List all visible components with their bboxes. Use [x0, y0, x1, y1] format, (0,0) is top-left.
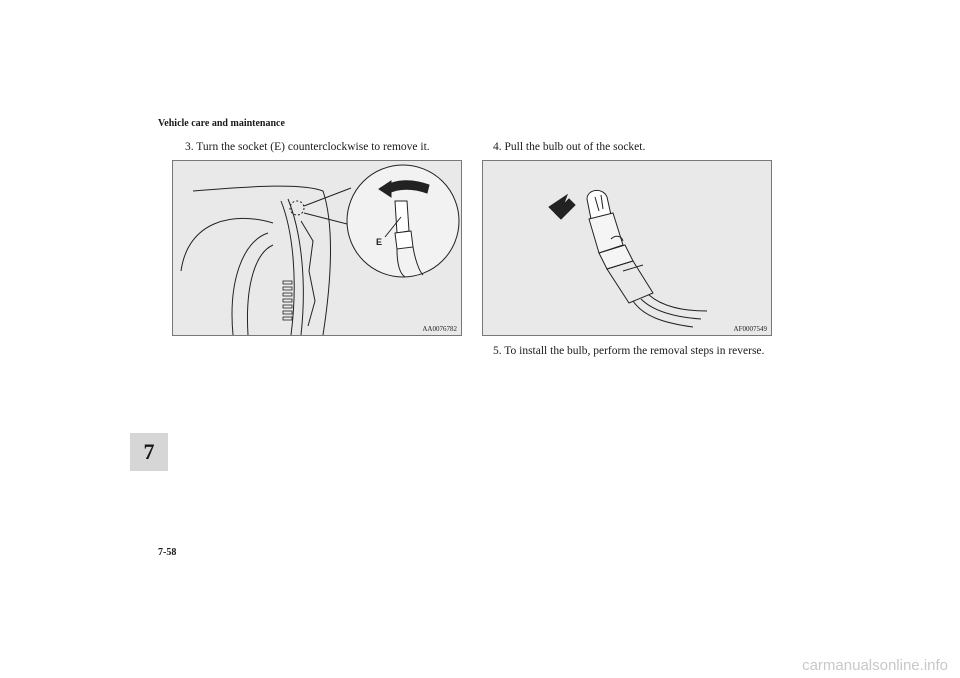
socket-removal-figure	[172, 160, 462, 336]
chapter-tab: 7	[130, 433, 168, 471]
left-figure-code: AA0076782	[422, 325, 457, 333]
step-4-text: 4. Pull the bulb out of the socket.	[493, 141, 646, 153]
bulb-removal-illustration	[483, 161, 771, 335]
step-3-text: 3. Turn the socket (E) counterclockwise to remove it.	[185, 141, 430, 153]
bulb-removal-figure	[482, 160, 772, 336]
callout-label-e: E	[376, 237, 383, 247]
section-header: Vehicle care and maintenance	[158, 118, 285, 129]
watermark: carmanualsonline.info	[802, 657, 948, 674]
socket-removal-illustration	[173, 161, 461, 335]
page-number: 7-58	[158, 547, 177, 558]
step-5-text: 5. To install the bulb, perform the removal steps in reverse.	[493, 345, 765, 357]
right-figure-code: AF0007549	[733, 325, 767, 333]
